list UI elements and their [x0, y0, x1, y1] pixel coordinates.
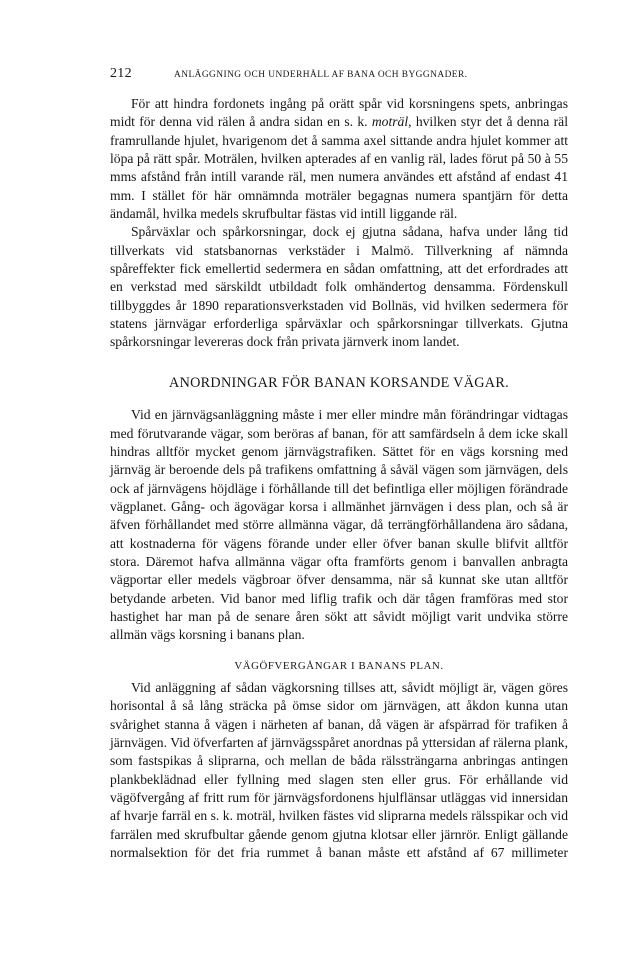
- page-number: 212: [110, 66, 132, 81]
- body-text: [110, 95, 568, 862]
- paragraph-level-crossings: Vid anläggning af sådan vägkorsning tillses att, såvidt möjligt är, vägen göres horisontal å så lång sträcka på ömse sidor om järnvägen, att åkdon kunna utan svårighet stanna å vägen i närheten af banan, då vägen är afspärrad för trafiken å järnvägen. Vid öfverfarten af järnvägsspåret anordnas på yttersidan af rälerna plank, som fastspikas å sliprarna, och mellan de båda rälssträngarna anbringas antingen plankbeklädnad eller fyllning med slagen sten eller grus. För erhållande vid vägöfvergång af fritt rum för järnvägsfordonens hjulflänsar utläggas vid innersidan af hvarje farräl en s. k. moträl, hvilken fästes vid sliprarna medels rälsspikar och vid farrälen med skrufbultar gående genom gjutna klotsar eller järnrör. Enligt gällande normalsektion för det fria rummet å banan måste ett afstånd af 67 millimeter: [110, 679, 568, 861]
- paragraph-road-crossings: Vid en järnvägsanläggning måste i mer eller mindre mån förändringar vidtagas med förutvarande vägar, som beröras af banan, för att samfärdseln å dem icke skall hindras alltför mycket genom järnvägstrafiken. Sättet för en vägs korsning med järnväg är beroende dels på trafikens omfattning å såväl vägen som järnvägen, dels ock af järnvägens höjdläge i förhållande till det befintliga eller möjligen förändrade vägplanet. Gång- och ägovägar korsa i allmänhet järnvägen i dess plan, och så är äfven förhållandet med större allmänna vägar, då terrängförhållandena äro sådana, att kostnaderna för vägens förande under eller öfver banan skulle blifvit alltför stora. Däremot hafva allmänna vägar ofta framförts genom i banvallen anbragta vägportar eller medels vägbroar öfver densamma, när så kunnat ske utan alltför betydande arbeten. Vid banor med liflig trafik och där tågen framföras med stor hastighet har man på de senare åren sökt att såvidt möjligt varit undvika större allmän vägs korsning i banans plan.: [110, 407, 568, 643]
- paragraph-sparvaxlar: Spårväxlar och spårkorsningar, dock ej gjutna sådana, hafva under lång tid tillverkats vid statsbanornas verkstäder i Malmö. Tillverkning af nämnda spåreffekter fick emellertid sedermera en sådan omfattning, att det erfordrades att en verkstad med särskildt utbildadt folk omhändertog densamma. Fördenskull tillbyggdes år 1890 reparationsverkstaden vid Bollnäs, vid hvilken sedermera för statens järnvägar erforderliga spårväxlar och spårkorsningar tillverkats. Gjutna spårkorsningar levereras dock från privata järnverk inom landet.: [110, 224, 568, 350]
- subsection-heading: VÄGÖFVERGÅNGAR I BANANS PLAN.: [234, 659, 444, 672]
- running-title: ANLÄGGNING OCH UNDERHÅLL AF BANA OCH BYGGNADER.: [174, 70, 468, 80]
- paragraph-text: För att hindra fordonets ingång på orätt spår vid korsningens spets, anbringas midt för denna vid rälen å andra sidan en s. k.: [110, 96, 568, 130]
- section-heading: ANORDNINGAR FÖR BANAN KORSANDE VÄGAR.: [169, 374, 509, 391]
- emphasized-term: moträl: [371, 114, 409, 130]
- paragraph-text: , hvilken styr det å denna räl framrullande hjulet, hvarigenom det å samma axel sittande andra hjulet kommer att löpa på rätt spår. Moträlen, hvilken apterades af en vanlig räl, lades förut på 50 à 55 mms afstånd från intill varande räl, men numera användes ett afstånd af endast 41 mm. I stället för här omnämnda moträler begagnas numera spantjärn för detta ändamål, hvilka medels skrufbultar fästas vid intill liggande räl.: [110, 114, 568, 222]
- paragraph-motral: [110, 95, 568, 223]
